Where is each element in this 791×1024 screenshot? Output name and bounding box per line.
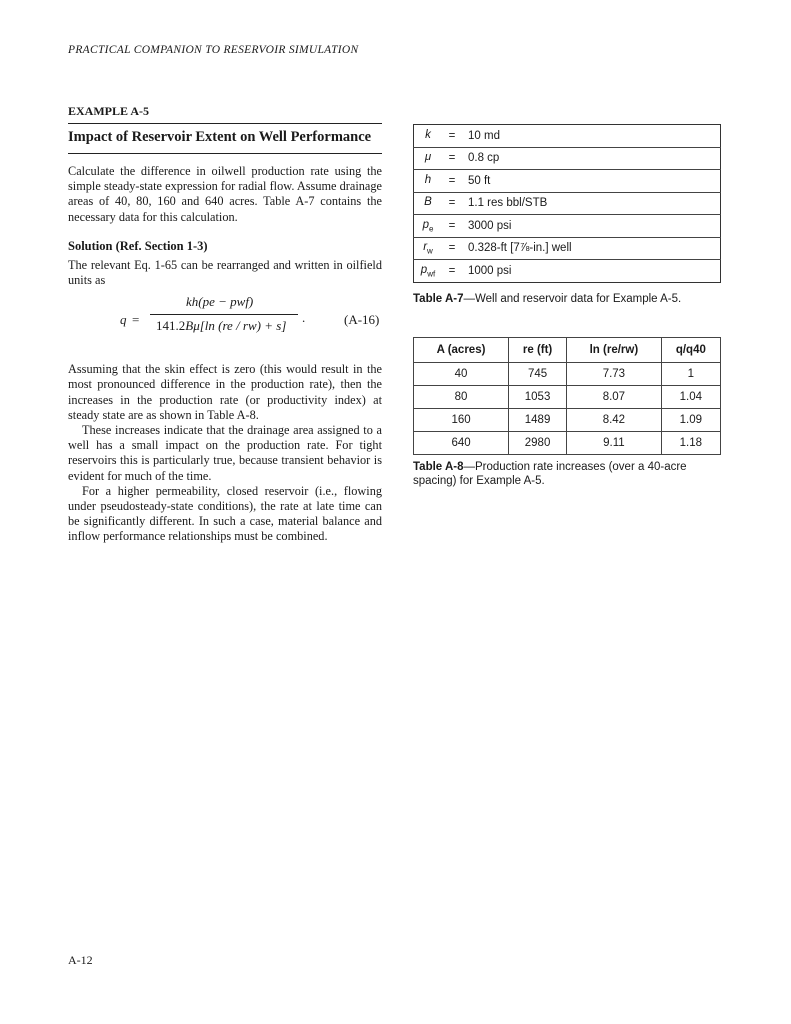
equation-denominator — [156, 318, 286, 334]
equation-period: . — [302, 310, 306, 326]
table-a8-row — [414, 363, 721, 386]
table-a8-cell: 1.18 — [661, 432, 720, 455]
solution-heading: Solution (Ref. Section 1-3) — [68, 238, 208, 253]
table-a7-caption-label: Table A-7 — [413, 293, 464, 305]
param-symbol-text: r — [423, 241, 428, 254]
table-a8-cell: 7.73 — [567, 363, 662, 386]
running-head: PRACTICAL COMPANION TO RESERVOIR SIMULATION — [68, 44, 359, 56]
param-symbol — [414, 215, 443, 238]
table-a7-row — [414, 215, 721, 238]
table-a8-header: A (acres) — [414, 338, 509, 363]
table-a8-cell: 745 — [509, 363, 567, 386]
table-a8-cell: 1.09 — [661, 409, 720, 432]
table-a8-caption-label: Table A-8 — [413, 461, 464, 473]
denominator-coef: 141.2 — [156, 318, 186, 334]
param-equals: = — [442, 237, 462, 260]
param-symbol — [414, 260, 443, 283]
param-value: 0.8 cp — [462, 147, 721, 170]
result-paragraph: Assuming that the skin effect is zero (this would result in the most pronounced difference in the production rate), then the increases in the production rate (or productivity index) at steady state are as shown in Table A-8. — [68, 362, 382, 422]
equation-label: (A-16) — [344, 312, 380, 328]
table-a8-cell: 2980 — [509, 432, 567, 455]
table-a8-cell: 8.42 — [567, 409, 662, 432]
param-equals: = — [442, 215, 462, 238]
param-value: 0.328-ft [7⅞-in.] well — [462, 237, 721, 260]
fraction-bar — [150, 314, 298, 315]
param-subscript: e — [428, 223, 434, 233]
table-a8-row — [414, 386, 721, 409]
param-equals: = — [442, 192, 462, 215]
table-a8-header: ln (re/rw) — [567, 338, 662, 363]
param-value: 1000 psi — [468, 264, 512, 277]
param-symbol — [414, 237, 443, 260]
table-a8-row — [414, 409, 721, 432]
equation-a16 — [68, 294, 382, 352]
equation-equals: = — [132, 312, 140, 328]
example-label: EXAMPLE A-5 — [68, 104, 149, 118]
table-a7-row — [414, 147, 721, 170]
table-a8-cell: 9.11 — [567, 432, 662, 455]
table-a8-cell: 1 — [661, 363, 720, 386]
table-a7-caption-text: —Well and reservoir data for Example A-5. — [463, 293, 682, 305]
table-a7-caption — [413, 292, 723, 306]
table-a8 — [413, 337, 721, 455]
page-number: A-12 — [68, 953, 93, 967]
param-value: 1.1 res bbl/STB — [462, 192, 721, 215]
param-equals: = — [442, 125, 462, 148]
table-a8-cell: 640 — [414, 432, 509, 455]
param-equals: = — [442, 147, 462, 170]
param-subscript: wf — [427, 268, 436, 278]
param-equals: = — [448, 264, 456, 277]
table-a7-row — [414, 192, 721, 215]
table-a8-header: q/q40 — [661, 338, 720, 363]
table-a7 — [413, 124, 721, 283]
param-value: 50 ft — [462, 170, 721, 193]
table-a8-cell: 40 — [414, 363, 509, 386]
param-equals: = — [442, 170, 462, 193]
param-symbol — [414, 192, 443, 215]
left-column — [68, 104, 382, 545]
param-symbol — [414, 125, 443, 148]
table-a8-cell: 1489 — [509, 409, 567, 432]
param-subscript: w — [427, 246, 433, 256]
param-symbol-text: k — [425, 128, 431, 141]
denominator-rest: Bμ[ln (re / rw) + s] — [185, 318, 287, 334]
param-symbol — [414, 170, 443, 193]
table-a8-caption-text: —Production rate increases (over a 40-acre spacing) for Example A-5. — [413, 461, 687, 487]
table-a7-row — [414, 125, 721, 148]
problem-paragraph: Calculate the difference in oilwell production rate using the simple steady-state expression for radial flow. Assume drainage areas of 40, 80, 160 and 640 acres. Table A-7 contains the necessary data for this calculation. — [68, 164, 382, 224]
table-a7-row — [414, 237, 721, 260]
table-a8-cell: 8.07 — [567, 386, 662, 409]
table-a8-caption — [413, 460, 723, 488]
example-title: Impact of Reservoir Extent on Well Performance — [68, 129, 372, 145]
equation-numerator: kh(pe − pwf) — [186, 294, 254, 310]
table-a7-row — [414, 260, 721, 283]
table-a8-cell: 80 — [414, 386, 509, 409]
param-value: 10 md — [462, 125, 721, 148]
title-bottom-rule — [68, 153, 382, 154]
table-a8-cell: 1053 — [509, 386, 567, 409]
equation-lhs: q — [120, 312, 127, 328]
discussion-paragraph: These increases indicate that the drainage area assigned to a well has a small impact on the production rate. For tight reservoirs this is particularly true, because transient behavior is evident for much of the time. — [68, 423, 382, 483]
param-symbol-text: B — [424, 196, 432, 209]
param-symbol-text: μ — [424, 151, 432, 164]
param-value: 3000 psi — [462, 215, 721, 238]
param-symbol-text: h — [424, 173, 432, 186]
table-a8-row — [414, 432, 721, 455]
table-a7-row — [414, 170, 721, 193]
param-symbol-text: p — [422, 218, 429, 231]
table-a8-header-row — [414, 338, 721, 363]
param-symbol-text: p — [420, 263, 428, 276]
table-a8-cell: 1.04 — [661, 386, 720, 409]
table-a8-header: re (ft) — [509, 338, 567, 363]
table-a8-cell: 160 — [414, 409, 509, 432]
closing-paragraph: For a higher permeability, closed reservoir (i.e., flowing under pseudosteady-state conditions), the rate at late time can be significantly different. In such a case, material balance and inflow performance relationships must be combined. — [68, 483, 382, 544]
param-symbol — [414, 147, 443, 170]
intro-paragraph: The relevant Eq. 1-65 can be rearranged and written in oilfield units as — [68, 257, 382, 288]
